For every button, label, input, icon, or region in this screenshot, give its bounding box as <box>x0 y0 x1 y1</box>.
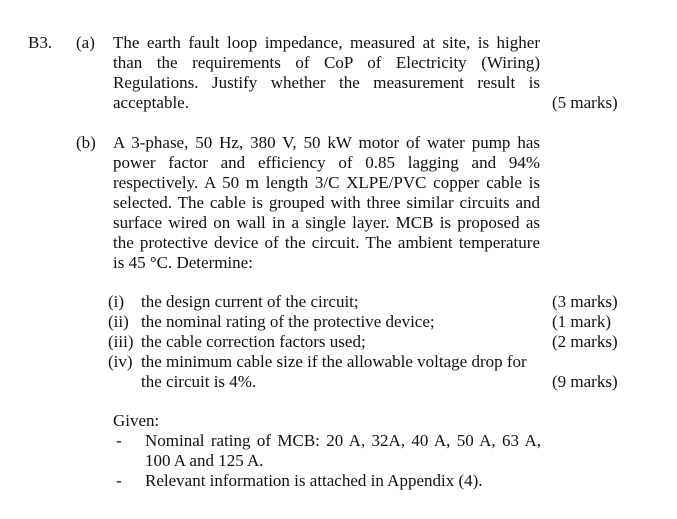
subpart-i-marks: (3 marks) <box>552 292 618 311</box>
subpart-iv-text: the minimum cable size if the allowable voltage drop for <box>141 352 527 371</box>
subpart-iv-marks: (9 marks) <box>552 372 618 391</box>
subpart-iv-text-cont: the circuit is 4%. <box>141 372 257 391</box>
given-item-1: Nominal rating of MCB: 20 A, 32A, 40 A, 50 A, 63 A, 100 A and 125 A. <box>145 431 541 470</box>
subpart-i-text: the design current of the circuit; <box>141 292 359 311</box>
given-bullet-1: - <box>116 431 122 450</box>
subpart-iii-label: (iii) <box>108 332 134 351</box>
given-item-2: Relevant information is attached in Appendix (4). <box>145 471 483 490</box>
part-a-text: The earth fault loop impedance, measured at site, is higher than the requirements of CoP of Electricity (Wiring) Regulations. Justify whether the measurement result is acceptable. <box>113 33 540 112</box>
part-a-marks: (5 marks) <box>552 93 618 112</box>
subpart-iii-marks: (2 marks) <box>552 332 618 351</box>
question-number: B3. <box>28 33 53 52</box>
given-heading: Given: <box>113 411 160 430</box>
part-b-text: A 3-phase, 50 Hz, 380 V, 50 kW motor of water pump has power factor and efficiency of 0.85 lagging and 94% respectively. A 50 m length 3/C XLPE/PVC copper cable is selected. The cable is grouped with three similar circuits and surface wired on wall in a single layer. MCB is proposed as the protective device of the circuit. The ambient temperature is 45 °C. Determine: <box>113 133 540 272</box>
subpart-ii-label: (ii) <box>108 312 129 331</box>
subpart-iv-label: (iv) <box>108 352 133 371</box>
given-bullet-2: - <box>116 471 122 490</box>
part-a-label: (a) <box>76 33 95 52</box>
subpart-ii-text: the nominal rating of the protective device; <box>141 312 435 331</box>
subpart-ii-marks: (1 mark) <box>552 312 612 331</box>
subpart-i-label: (i) <box>108 292 125 311</box>
part-b-label: (b) <box>76 133 96 152</box>
subpart-iii-text: the cable correction factors used; <box>141 332 366 351</box>
